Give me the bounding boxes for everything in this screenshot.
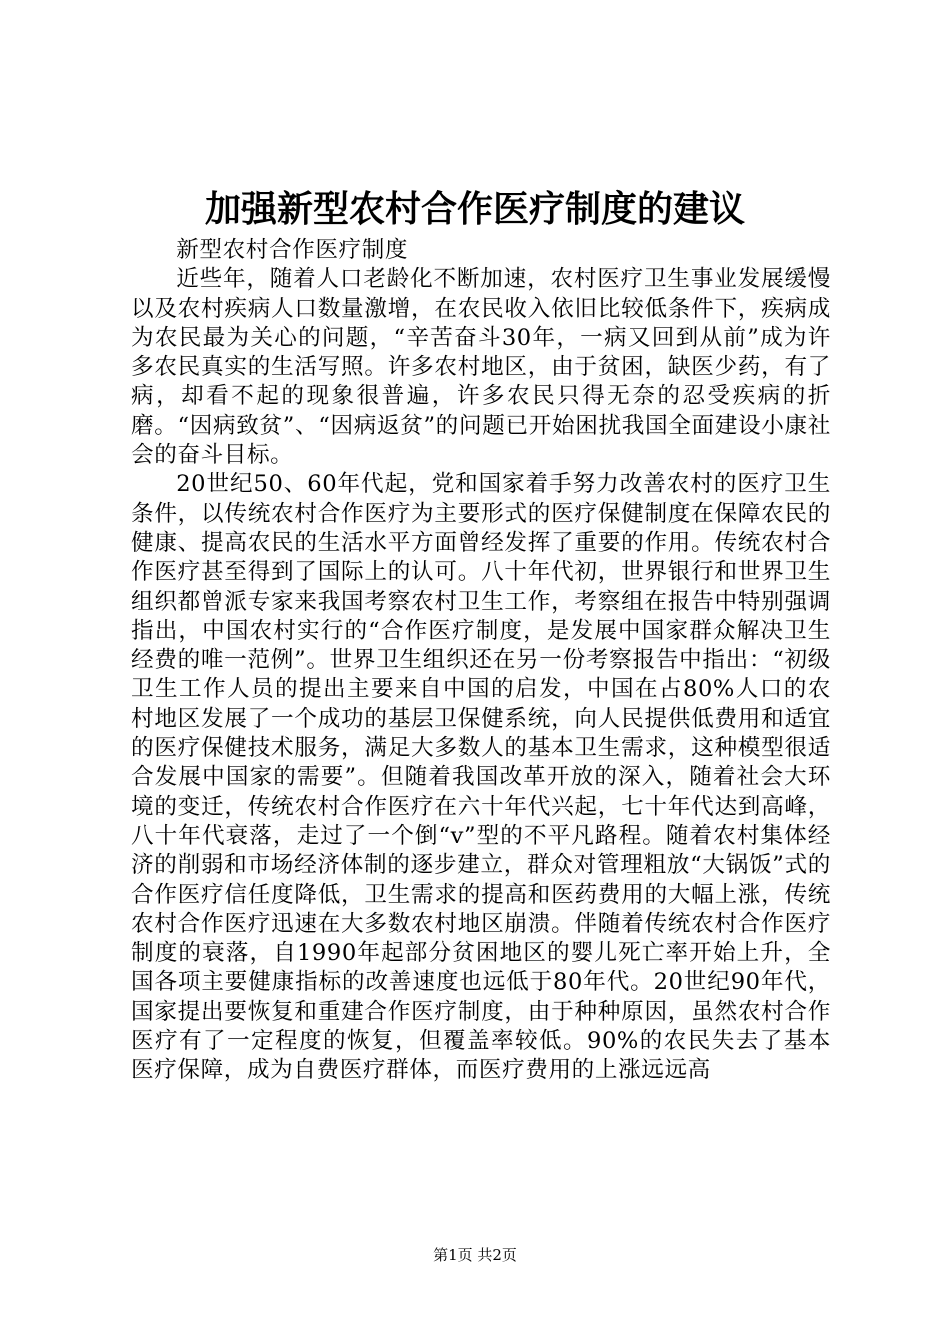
paragraph-1: 近些年，随着人口老龄化不断加速，农村医疗卫生事业发展缓慢以及农村疾病人口数量激增，在农民收入依旧比较低条件下，疾病成为农民最为关心的问题，“辛苦奋斗30年，一病又回到从前”成为许多农民真实的生活写照。许多农村地区，由于贫困，缺医少药，有了病，却看不起的现象很普遍，许多农民只得无奈的忍受疾病的折磨。“因病致贫”、“因病返贫”的问题已开始困扰我国全面建设小康社会的奋斗目标。 bbox=[131, 266, 831, 469]
paragraph-2: 20世纪50、60年代起，党和国家着手努力改善农村的医疗卫生条件，以传统农村合作医疗为主要形式的医疗保健制度在保障农民的健康、提高农民的生活水平方面曾经发挥了重要的作用。传统农村合作医疗甚至得到了国际上的认可。八十年代初，世界银行和世界卫生组织都曾派专家来我国考察农村卫生工作，考察组在报告中特别强调指出，中国农村实行的“合作医疗制度，是发展中国家群众解决卫生经费的唯一范例”。世界卫生组织还在另一份考察报告中指出：“初级卫生工作人员的提出主要来自中国的启发，中国在占80%人口的农村地区发展了一个成功的基层卫保健系统，向人民提供低费用和适宜的医疗保健技术服务，满足大多数人的基本卫生需求，这种模型很适合发展中国家的需要”。但随着我国改革开放的深入，随着社会大环境的变迁，传统农村合作医疗在六十年代兴起，七十年代达到高峰，八十年代衰落，走过了一个倒“v”型的不平凡路程。随着农村集体经济的削弱和市场经济体制的逐步建立，群众对管理粗放“大锅饭”式的合作医疗信任度降低，卫生需求的提高和医药费用的大幅上涨，传统农村合作医疗迅速在大多数农村地区崩溃。伴随着传统农村合作医疗制度的衰落，自1990年起部分贫困地区的婴儿死亡率开始上升，全国各项主要健康指标的改善速度也远低于80年代。20世纪90年代，国家提出要恢复和重建合作医疗制度，由于种种原因，虽然农村合作医疗有了一定程度的恢复，但覆盖率较低。90%的农民失去了基本医疗保障，成为自费医疗群体，而医疗费用的上涨远远高 bbox=[131, 471, 831, 1084]
document-subtitle: 新型农村合作医疗制度 bbox=[176, 237, 409, 263]
page-footer: 第1页 共2页 bbox=[433, 1246, 517, 1264]
document-body bbox=[131, 236, 831, 1086]
document-title: 加强新型农村合作医疗制度的建议 bbox=[204, 188, 745, 230]
